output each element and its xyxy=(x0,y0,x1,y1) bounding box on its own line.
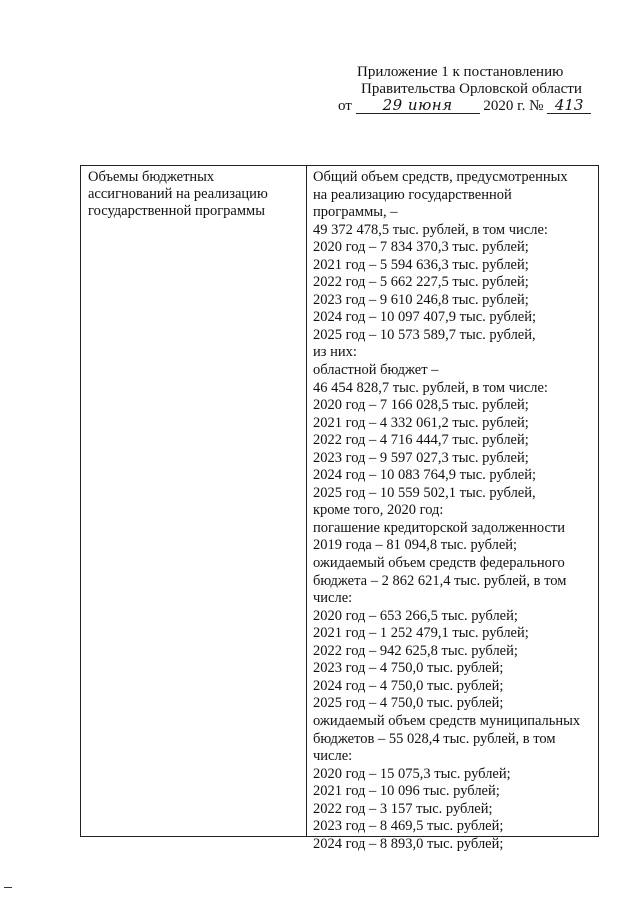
content-line: на реализацию государственной xyxy=(313,186,512,203)
year-number-label: 2020 г. № xyxy=(483,98,544,114)
content-line: бюджета – 2 862 621,4 тыс. рублей, в том xyxy=(313,572,567,589)
content-line: 2020 год – 7 166 028,5 тыс. рублей; xyxy=(313,397,529,414)
content-line: кроме того, 2020 год: xyxy=(313,502,444,519)
label-line: Объемы бюджетных xyxy=(88,169,215,185)
content-line: 2022 год – 4 716 444,7 тыс. рублей; xyxy=(313,432,529,449)
budget-table xyxy=(80,165,599,852)
content-line: 2025 год – 10 559 502,1 тыс. рублей, xyxy=(313,484,536,501)
content-line: 2024 год – 10 097 407,9 тыс. рублей; xyxy=(313,309,537,326)
content-line: 2023 год – 8 469,5 тыс. рублей; xyxy=(313,818,504,835)
content-line: 2021 год – 4 332 061,2 тыс. рублей; xyxy=(313,414,529,431)
content-line: ожидаемый объем средств федерального xyxy=(313,555,565,572)
document-header xyxy=(332,64,602,115)
content-line: 2024 год – 10 083 764,9 тыс. рублей; xyxy=(313,467,537,484)
content-line: 2022 год – 942 625,8 тыс. рублей; xyxy=(313,642,518,659)
appendix-title: Приложение 1 к постановлению xyxy=(357,64,564,80)
date-number-line xyxy=(332,98,602,115)
margin-mark xyxy=(4,887,12,888)
content-line: 2020 год – 15 075,3 тыс. рублей; xyxy=(313,765,511,782)
content-line: из них: xyxy=(313,344,357,361)
content-line: 2025 год – 10 573 589,7 тыс. рублей, xyxy=(313,326,536,343)
content-line: 49 372 478,5 тыс. рублей, в том числе: xyxy=(313,221,548,238)
content-line: 2022 год – 5 662 227,5 тыс. рублей; xyxy=(313,274,529,291)
government-name: Правительства Орловской области xyxy=(361,81,582,97)
column-divider xyxy=(306,166,307,836)
content-line: 2024 год – 4 750,0 тыс. рублей; xyxy=(313,677,504,694)
table-cell-label xyxy=(88,169,300,220)
content-line: 2020 год – 653 266,5 тыс. рублей; xyxy=(313,607,518,624)
content-line: числе: xyxy=(313,590,353,607)
content-line: 2022 год – 3 157 тыс. рублей; xyxy=(313,800,493,817)
content-line: Общий объем средств, предусмотренных xyxy=(313,169,568,185)
label-line: ассигнований на реализацию xyxy=(88,186,268,202)
content-line: программы, – xyxy=(313,204,398,221)
content-line: 2021 год – 5 594 636,3 тыс. рублей; xyxy=(313,256,529,273)
content-line: бюджетов – 55 028,4 тыс. рублей, в том xyxy=(313,730,556,747)
content-line: 2023 год – 9 597 027,3 тыс. рублей; xyxy=(313,449,529,466)
content-line: областной бюджет – xyxy=(313,362,439,379)
table-cell-content xyxy=(313,169,597,853)
content-line: 2021 год – 1 252 479,1 тыс. рублей; xyxy=(313,625,529,642)
content-line: 2024 год – 8 893,0 тыс. рублей; xyxy=(313,835,504,852)
content-line: ожидаемый объем средств муниципальных xyxy=(313,712,581,729)
content-line: 2021 год – 10 096 тыс. рублей; xyxy=(313,783,500,800)
content-line: 2023 год – 9 610 246,8 тыс. рублей; xyxy=(313,291,529,308)
label-line: государственной программы xyxy=(88,203,265,219)
handwritten-date: 29 июня xyxy=(356,98,480,114)
content-line: числе: xyxy=(313,748,353,765)
content-line: 2025 год – 4 750,0 тыс. рублей; xyxy=(313,695,504,712)
content-line: 46 454 828,7 тыс. рублей, в том числе: xyxy=(313,379,548,396)
from-label: от xyxy=(338,98,352,114)
handwritten-number: 413 xyxy=(547,98,591,114)
content-line: погашение кредиторской задолженности xyxy=(313,519,566,536)
content-line: 2019 года – 81 094,8 тыс. рублей; xyxy=(313,537,518,554)
content-line: 2020 год – 7 834 370,3 тыс. рублей; xyxy=(313,239,529,256)
content-line: 2023 год – 4 750,0 тыс. рублей; xyxy=(313,660,504,677)
